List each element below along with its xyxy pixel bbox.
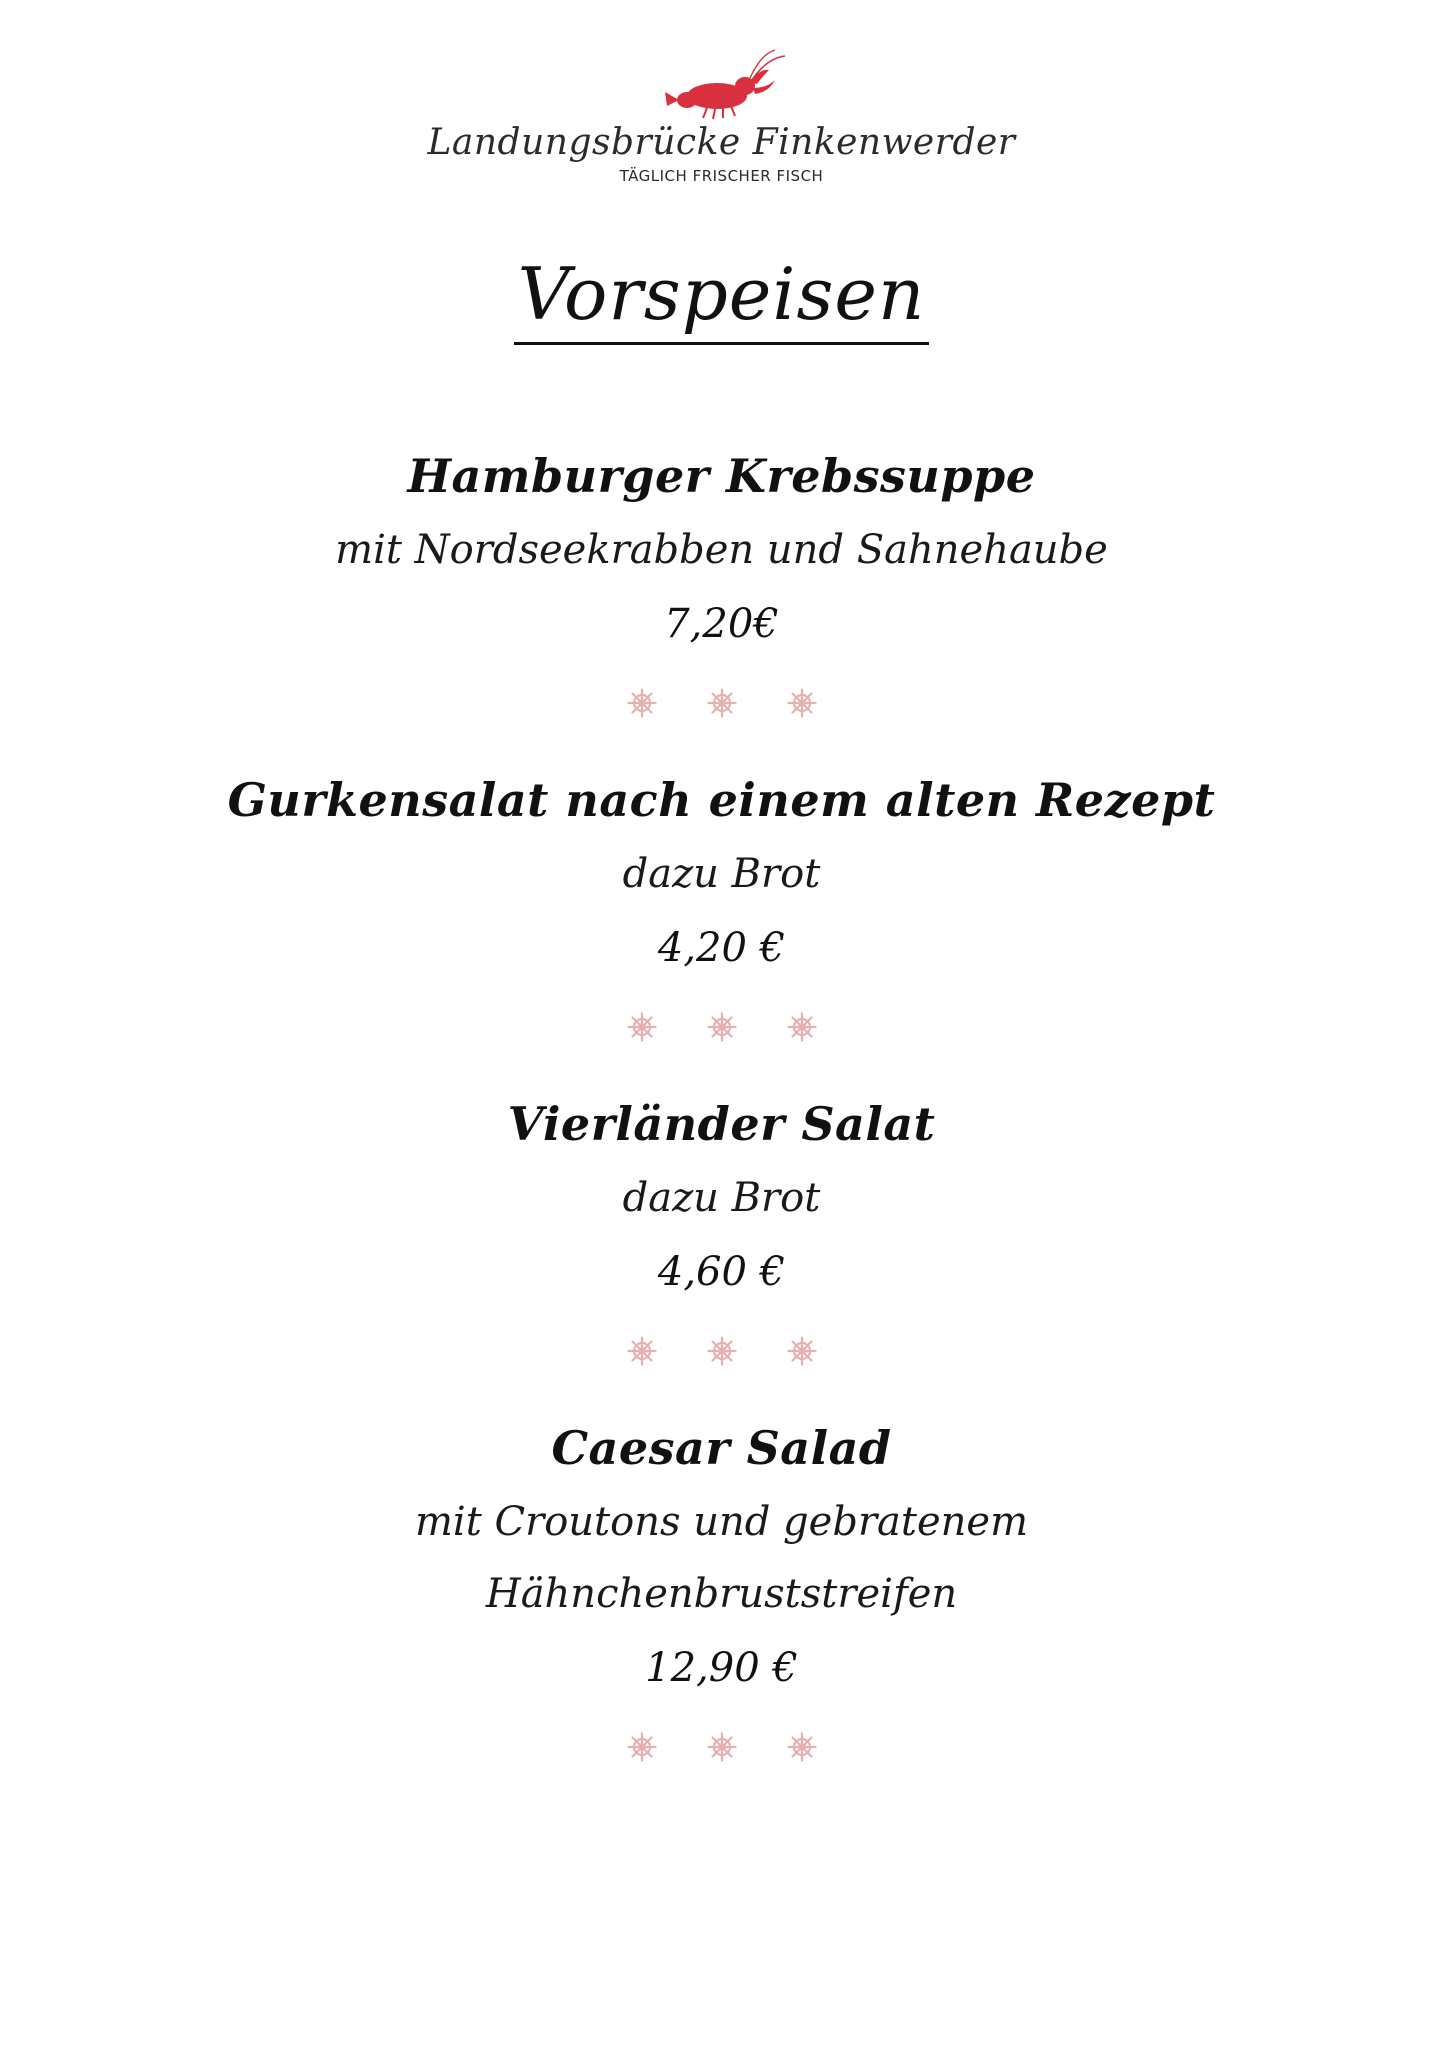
menu-item: [0, 1410, 1443, 1762]
ship-wheel-icon: [787, 1012, 817, 1042]
menu-item-description: dazu Brot: [622, 851, 821, 897]
menu-item-name: Hamburger Krebssuppe: [407, 449, 1036, 503]
menu-item-name: Caesar Salad: [551, 1421, 892, 1475]
ship-wheel-icon: [707, 688, 737, 718]
menu-item-name: Gurkensalat nach einem alten Rezept: [227, 773, 1216, 827]
ship-wheel-icon: [707, 1732, 737, 1762]
ship-wheel-icon: [627, 688, 657, 718]
ship-wheel-icon: [707, 1336, 737, 1366]
menu-item-price: 4,20 €: [657, 925, 786, 971]
menu-item-price: 7,20€: [664, 601, 779, 647]
menu-item-price: 12,90 €: [645, 1645, 798, 1691]
menu-item-description: dazu Brot: [622, 1175, 821, 1221]
ship-wheel-icon: [787, 1732, 817, 1762]
menu-item-name: Vierländer Salat: [507, 1097, 936, 1151]
menu-item: [0, 438, 1443, 718]
menu-item: [0, 762, 1443, 1042]
restaurant-logo: [0, 48, 1443, 185]
ship-wheel-icon: [707, 1012, 737, 1042]
menu-item-price: 4,60 €: [657, 1249, 786, 1295]
ship-wheel-icon: [787, 1336, 817, 1366]
restaurant-tagline: TÄGLICH FRISCHER FISCH: [619, 167, 824, 185]
menu-item-description: mit Croutons und gebratenem: [414, 1499, 1029, 1545]
restaurant-name: Landungsbrücke Finkenwerder: [427, 122, 1016, 163]
ship-wheel-icon: [627, 1732, 657, 1762]
ornament-divider: [0, 688, 1443, 718]
ornament-divider: [0, 1732, 1443, 1762]
menu-item: [0, 1086, 1443, 1366]
ship-wheel-icon: [787, 688, 817, 718]
ship-wheel-icon: [627, 1336, 657, 1366]
ornament-divider: [0, 1012, 1443, 1042]
ship-wheel-icon: [627, 1012, 657, 1042]
section-title-text: Vorspeisen: [514, 252, 930, 345]
menu-item-description: Hähnchenbruststreifen: [485, 1571, 958, 1617]
menu-item-description: mit Nordseekrabben und Sahnehaube: [335, 527, 1108, 573]
ornament-divider: [0, 1336, 1443, 1366]
lobster-logo-icon: [657, 48, 787, 120]
section-title: [0, 252, 1443, 336]
